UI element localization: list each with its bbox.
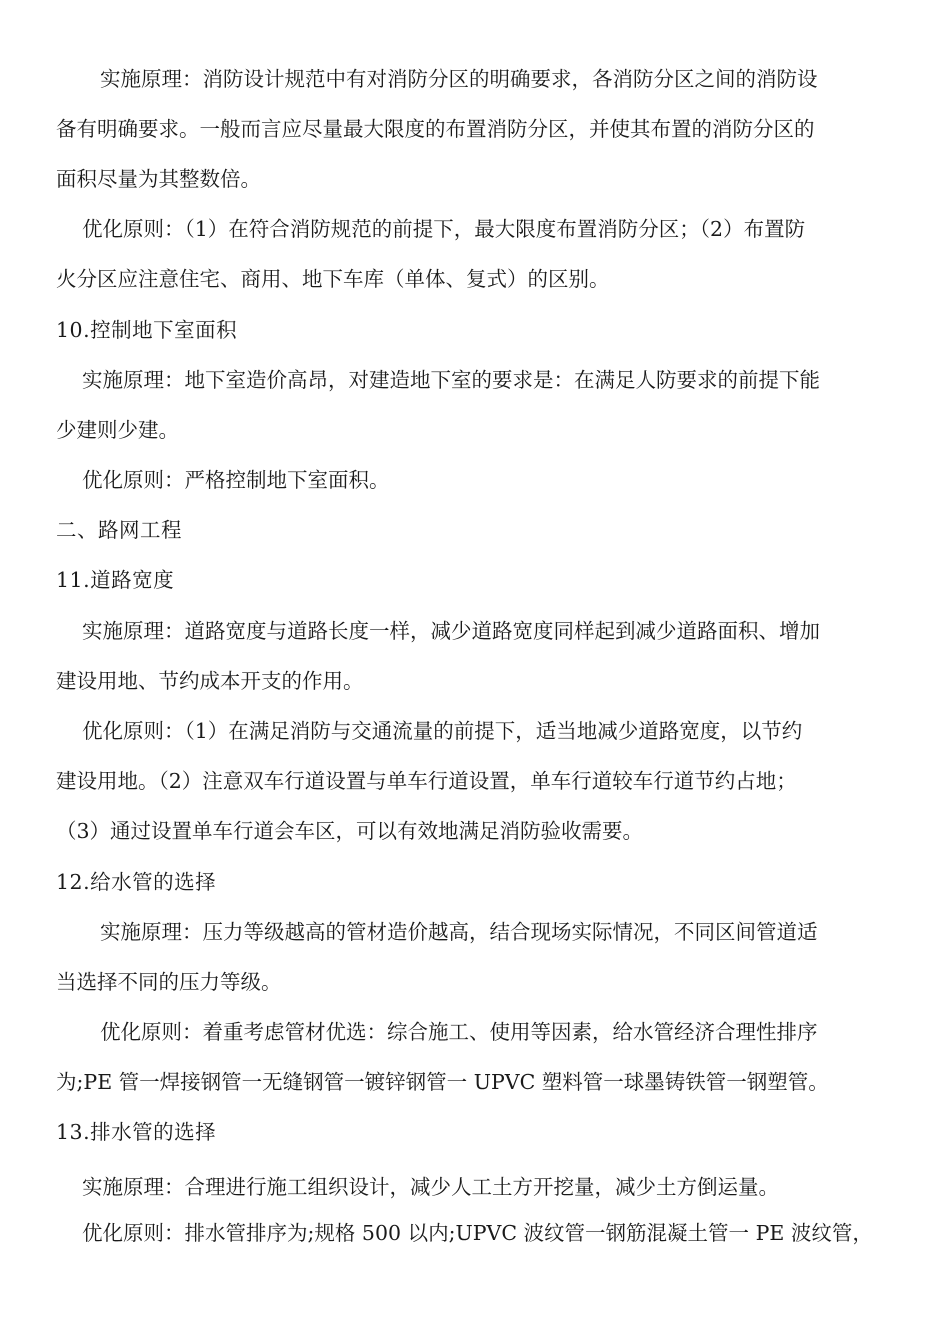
paragraph-line: 建设用地。（2）注意双车行道设置与单车行道设置，单车行道较车行道节约占地；: [56, 769, 797, 793]
paragraph-line: 优化原则：（1）在符合消防规范的前提下，最大限度布置消防分区；（2）布置防: [82, 217, 806, 241]
paragraph-line: 少建则少建。: [56, 418, 179, 442]
paragraph-line: 实施原理：消防设计规范中有对消防分区的明确要求，各消防分区之间的消防设: [100, 67, 818, 91]
section-heading: 11.道路宽度: [56, 568, 175, 592]
paragraph-line: 优化原则：排水管排序为;规格 500 以内;UPVC 波纹管一钢筋混凝土管一 PE 波纹管，: [82, 1221, 873, 1245]
paragraph-line: 为;PE 管一焊接钢管一无缝钢管一镀锌钢管一 UPVC 塑料管一球墨铸铁管一钢塑管。: [56, 1070, 829, 1094]
paragraph-line: 实施原理：道路宽度与道路长度一样，减少道路宽度同样起到减少道路面积、增加: [82, 619, 820, 643]
paragraph-line: （3）通过设置单车行道会车区，可以有效地满足消防验收需要。: [56, 819, 644, 843]
paragraph-line: 实施原理：压力等级越高的管材造价越高，结合现场实际情况，不同区间管道适: [100, 920, 818, 944]
paragraph-line: 面积尽量为其整数倍。: [56, 167, 261, 191]
section-heading: 12.给水管的选择: [56, 870, 217, 894]
paragraph-line: 优化原则：着重考虑管材优选：综合施工、使用等因素，给水管经济合理性排序: [100, 1020, 818, 1044]
paragraph-line: 实施原理：地下室造价高昂，对建造地下室的要求是：在满足人防要求的前提下能: [82, 368, 820, 392]
paragraph-line: 优化原则：严格控制地下室面积。: [82, 468, 390, 492]
paragraph-line: 备有明确要求。一般而言应尽量最大限度的布置消防分区，并使其布置的消防分区的: [56, 117, 815, 141]
section-heading: 二、路网工程: [56, 518, 182, 542]
paragraph-line: 火分区应注意住宅、商用、地下车库（单体、复式）的区别。: [56, 267, 610, 291]
paragraph-line: 实施原理：合理进行施工组织设计，减少人工土方开挖量，减少土方倒运量。: [82, 1175, 779, 1199]
paragraph-line: 建设用地、节约成本开支的作用。: [56, 669, 364, 693]
paragraph-line: 当选择不同的压力等级。: [56, 970, 282, 994]
section-heading: 10.控制地下室面积: [56, 318, 238, 342]
paragraph-line: 优化原则：（1）在满足消防与交通流量的前提下，适当地减少道路宽度，以节约: [82, 719, 803, 743]
section-heading: 13.排水管的选择: [56, 1120, 217, 1144]
